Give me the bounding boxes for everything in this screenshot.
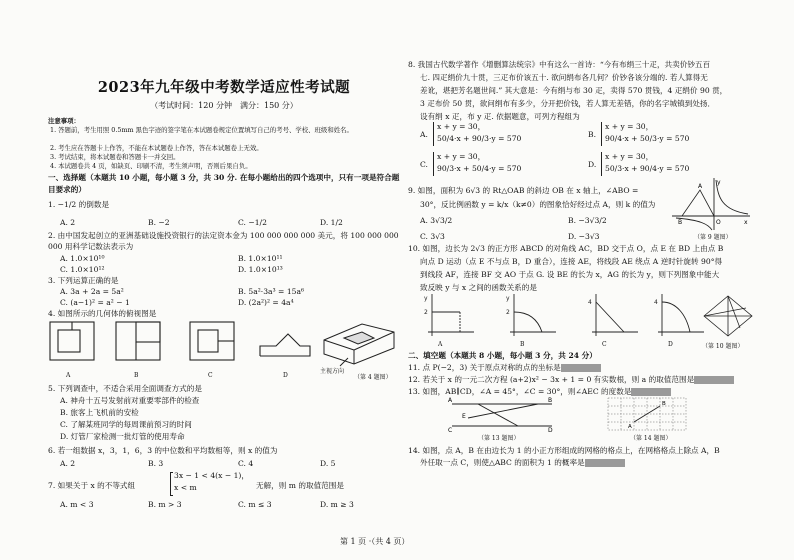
svg-text:y: y [506, 295, 510, 302]
q2-option-b: B. 1.0×10¹¹ [238, 254, 283, 263]
q3-option-c: C. (a−1)² = a² − 1 [60, 298, 130, 307]
svg-text:B: B [548, 397, 553, 404]
q8-option-b-eq1: x + y = 30， [605, 122, 654, 131]
q4-label-c: C [208, 372, 213, 379]
q9-option-d: D. −3√3 [568, 232, 600, 241]
q8-option-c-brace [433, 152, 434, 176]
q8-line-1: 8. 我国古代数学著作《增删算法统宗》中有这么一首诗：“今有布绢三十疋，共卖价钞五百 [408, 60, 711, 69]
svg-text:E: E [462, 413, 466, 420]
hyperbola-graph-icon [670, 176, 752, 232]
q8-option-a-label: A. [420, 130, 428, 139]
q10-graph-a [424, 294, 474, 336]
svg-text:A: A [698, 183, 703, 190]
q6-option-a: A. 2 [60, 459, 76, 468]
svg-text:4: 4 [588, 299, 592, 306]
q4-solid [324, 324, 394, 366]
notice-heading: 注意事项： [48, 117, 80, 125]
q10-line-3: 到线段 AF，连接 BF 交 AO 于点 G. 设 BE 的长为 x，AG 的长为 y，则下列图象中能大 [420, 270, 720, 279]
q10-graph-b [506, 294, 556, 336]
section-2-heading: 二、填空题（本题共 8 小题，每小题 3 分，共 24 分） [408, 351, 597, 360]
svg-text:y: y [717, 179, 721, 186]
q2-option-a: A. 1.0×10¹⁰ [60, 254, 105, 263]
q10-option-graphs [414, 292, 758, 340]
q9-line-2: 30°，反比例函数 y = k/x（k≠0）的图象恰好经过点 A，则 k 的值为 [420, 200, 656, 209]
q7-option-a: A. m < 3 [60, 500, 94, 509]
q8-option-d-label: D. [588, 160, 597, 169]
q4-direction-label: 主视方向 [320, 368, 345, 375]
q6-option-b: B. 3 [148, 459, 164, 468]
q5-option-c: C. 了解某班同学的每周课前预习的时间 [60, 420, 192, 429]
q6-option-d: D. 5 [320, 459, 336, 468]
q5-option-b: B. 旅客上飞机前的安检 [60, 408, 139, 417]
q8-option-d-eq1: x + y = 30， [605, 152, 654, 161]
q9-option-c: C. 3√3 [420, 232, 445, 241]
q10-label-a: A [438, 341, 443, 348]
q7-option-d: D. m ≥ 3 [320, 500, 354, 509]
q8-option-c-label: C. [420, 160, 428, 169]
q8-option-d-eq2: 50/3·x + 90/4·y = 570 [605, 164, 690, 173]
q14-caption: （第 14 题图） [630, 435, 672, 442]
q8-line-4: 3 疋布价 50 贯，欲问绢布有多少，分开把价钱，若人算无差错，你的名字城镇到处扬． [420, 99, 716, 108]
q9-caption: （第 9 题图） [694, 234, 732, 241]
q7-brace [170, 472, 173, 496]
q7-ineq-2: x < m [174, 483, 197, 492]
q8-line-2: 七. 四疋绢价九十贯，三疋布价该五十. 欲问绢布各几何？价钞各该分端的. 若人算得无 [420, 73, 708, 82]
q10-label-c: C [602, 341, 607, 348]
q3-option-d: D. (2a²)² = 4a⁴ [238, 298, 294, 307]
svg-text:B: B [678, 219, 683, 226]
q7-option-c: C. m ≤ 3 [238, 500, 272, 509]
q13-text: 13. 如图，AB∥CD，∠A = 45°，∠C = 30°，则∠AEC 的度数是 [408, 387, 632, 396]
q3-option-a: A. 3a + 2a = 5a² [60, 287, 124, 296]
q10-line-1: 10. 如图，边长为 2√3 的正方形 ABCD 的对角线 AC，BD 交于点 O，点 E 在 BD 上由点 B [408, 244, 724, 253]
q9-option-a: A. 3√3/2 [420, 216, 453, 225]
q4-view-figures [48, 318, 400, 370]
q13-parallel-lines-figure [448, 396, 558, 432]
q4-caption: （第 4 题图） [354, 374, 392, 381]
q8-option-b-eq2: 90/4·x + 50/3·y = 570 [605, 134, 690, 143]
q14-row-2 [420, 458, 625, 468]
q8-option-a-brace [433, 122, 434, 146]
q1-option-d: D. 1/2 [320, 218, 343, 227]
q10-graph-d [654, 294, 704, 336]
q3-option-b: B. 5a²·3a³ = 15a⁶ [238, 287, 305, 296]
page-footer: 第 1 页 ·（共 4 页） [340, 537, 410, 546]
exam-subtitle: （考试时间：120 分钟 满分：150 分） [150, 101, 298, 110]
svg-text:C: C [448, 427, 453, 432]
q7-ineq-1: 3x − 1 < 4(x − 1)， [174, 471, 249, 480]
q5-stem: 5. 下列调查中，不适合采用全面调查方式的是 [48, 384, 202, 393]
q1-option-c: C. −1/2 [238, 218, 267, 227]
q1-option-b: B. −2 [148, 218, 170, 227]
q8-option-a-eq1: x + y = 30， [437, 122, 486, 131]
notice-3: 3. 考试结束，将本试题卷和答题卡一并交回。 [50, 153, 180, 161]
q7-stem-a: 7. 如果关于 x 的不等式组 [48, 481, 136, 490]
q8-option-d-brace [601, 152, 602, 176]
q12-row [408, 375, 734, 385]
q12-text: 12. 若关于 x 的一元二次方程 (a+2)x² − 3x + 1 = 0 有实数根，则 a 的取值范围是 [408, 375, 695, 384]
q9-line-1: 9. 如图，面积为 6√3 的 Rt△OAB 的斜边 OB 在 x 轴上，∠ABO = [408, 186, 639, 195]
q4-label-d: D [283, 372, 288, 379]
q14-line-2: 外任取一点 C，则使△ABC 的面积为 1 的概率是 [420, 458, 585, 467]
q10-label-b: B [520, 341, 525, 348]
q8-option-c-eq1: x + y = 30， [437, 152, 486, 161]
q4-stem: 4. 如图所示的几何体的俯视图是 [48, 309, 157, 318]
exam-title: 2023年九年级中考数学适应性考试题 [97, 79, 351, 96]
answer-blank-icon [585, 459, 625, 467]
q1-option-a: A. 2 [60, 218, 76, 227]
svg-text:O: O [716, 219, 721, 226]
q14-line-1: 14. 如图，点 A，B 在由边长为 1 的小正方形组成的网格的格点上，在网格格点上除点 A，B [408, 446, 720, 455]
q10-graph-c [588, 294, 638, 336]
q5-option-a: A. 神舟十五号发射前对重要零部件的检查 [60, 396, 200, 405]
q8-line-5: 设有绢 x 疋，布 y 疋. 依据题意，可列方程组为 [420, 112, 580, 121]
svg-text:D: D [548, 427, 553, 432]
notice-1: 1. 答题前，考生用照 0.5mm 黑色字迹的签字笔在本试题卷规定位置填写自己的考号、学校、班级和姓名。 [50, 126, 353, 134]
q6-option-c: C. 4 [238, 459, 254, 468]
q10-caption: （第 10 题图） [702, 343, 744, 350]
q2-stem: 2. 由中国发起创立的亚洲基础设施投资银行的法定资本金为 100 000 000 000 美元，将 100 000 000 000 用科学记数法表示为 [48, 231, 399, 251]
q11-row [408, 363, 601, 373]
svg-text:2: 2 [506, 309, 510, 316]
svg-text:2: 2 [424, 309, 428, 316]
q8-option-c-eq2: 90/3·x + 50/4·y = 570 [437, 164, 522, 173]
q2-option-d: D. 1.0×10¹³ [238, 265, 283, 274]
svg-text:4: 4 [654, 299, 658, 306]
q9-option-b: B. −3√3/2 [568, 216, 607, 225]
q5-option-d: D. 灯管厂家检测一批灯管的使用寿命 [60, 432, 185, 441]
svg-text:x: x [744, 219, 748, 226]
q10-label-d: D [668, 341, 673, 348]
q3-stem: 3. 下列运算正确的是 [48, 276, 119, 285]
q8-line-3: 差讹，堪把芳名题世间.” 其大意是：今有绢与布 30 疋，卖得 570 贯钱，4 疋绢价 90 贯， [420, 86, 728, 95]
q4-figure-c [190, 322, 234, 360]
square-diagram-icon [704, 296, 752, 336]
notice-4: 4. 本试题卷共 4 页，如缺页、印刷不清，考生须声明，否则后果自负。 [50, 162, 252, 170]
q7-stem-b: 无解，则 m 的取值范围是 [256, 481, 344, 490]
section-1-heading: 一、选择题（本题共 10 小题，每小题 3 分，共 30 分. 在每小题给出的四个选项中，只有一项是符合题目要求的） [48, 173, 400, 194]
q7-option-b: B. m > 3 [148, 500, 182, 509]
q14-grid-figure [604, 394, 690, 434]
answer-blank-icon [694, 376, 734, 384]
q10-line-4: 致反映 y 与 x 之间的函数关系的是 [420, 283, 537, 292]
q8-option-b-brace [601, 122, 602, 146]
q2-option-c: C. 1.0×10¹² [60, 265, 105, 274]
svg-text:B: B [662, 401, 666, 407]
q4-figure-b [116, 322, 160, 360]
q1-stem: 1. −1/2 的倒数是 [48, 200, 110, 209]
q4-label-b: B [134, 372, 139, 379]
q4-label-a: A [66, 372, 71, 379]
q4-figure-a [50, 322, 94, 360]
notice-2: 2. 考生应在答题卡上作答，不能在本试题卷上作答，答在本试题卷上无效。 [50, 144, 263, 152]
q8-option-a-eq2: 50/4·x + 90/3·y = 570 [437, 134, 522, 143]
q4-figure-d [260, 334, 310, 356]
answer-blank-icon [561, 364, 601, 372]
q11-text: 11. 点 P(−2，3) 关于原点对称的点的坐标是 [408, 363, 561, 372]
q6-stem: 6. 若一组数据 x，3，1，6，3 的中位数和平均数相等，则 x 的值为 [48, 446, 278, 455]
svg-text:y: y [424, 295, 428, 302]
q13-caption: （第 13 题图） [478, 435, 520, 442]
q10-line-2: 向点 D 运动（点 E 不与点 B，D 重合），连接 AE，将线段 AE 绕点 A 逆时针旋转 90°得 [420, 257, 723, 266]
svg-text:A: A [628, 424, 632, 430]
svg-text:A: A [448, 397, 453, 404]
q8-option-b-label: B. [588, 130, 596, 139]
